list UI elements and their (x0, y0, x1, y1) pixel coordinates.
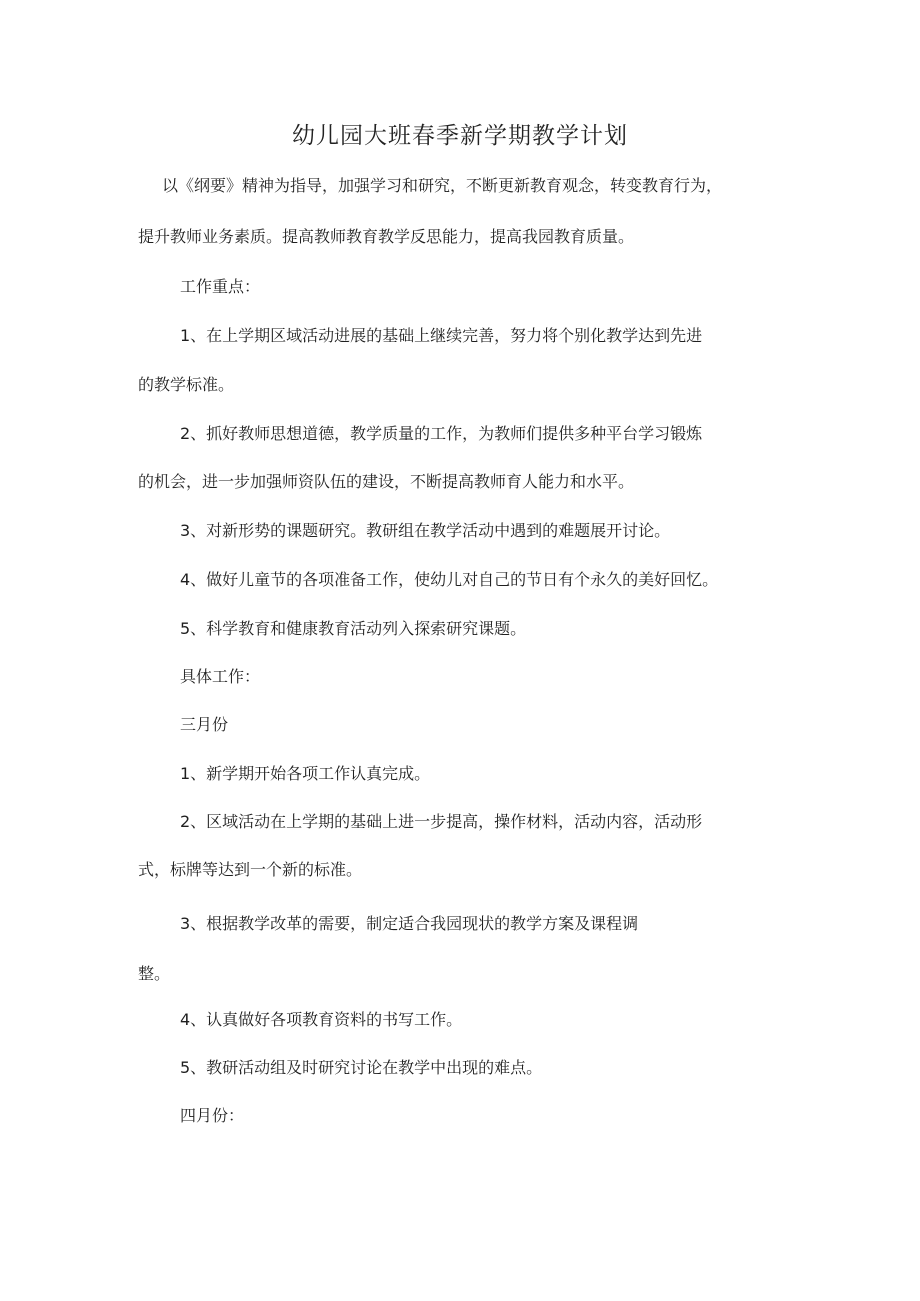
intro-line-2: 提升教师业务素质。提高教师教育教学反思能力，提高我园教育质量。 (138, 227, 635, 246)
march-item-3-line-1: 3、根据教学改革的需要，制定适合我园现状的教学方案及课程调 (180, 914, 639, 933)
march-heading: 三月份 (180, 715, 229, 734)
march-item-2-line-1: 2、区域活动在上学期的基础上进一步提高，操作材料，活动内容，活动形 (180, 812, 703, 831)
intro-line-1: 以《纲要》精神为指导，加强学习和研究，不断更新教育观念，转变教育行为， (162, 176, 723, 195)
work-focus-item-2-line-1: 2、抓好教师思想道德，教学质量的工作，为教师们提供多种平台学习锻炼 (180, 424, 703, 443)
march-item-4: 4、认真做好各项教育资料的书写工作。 (180, 1010, 463, 1029)
april-heading: 四月份： (180, 1106, 245, 1125)
march-item-3-line-2: 整。 (138, 964, 171, 983)
work-focus-item-3: 3、对新形势的课题研究。教研组在教学活动中遇到的难题展开讨论。 (180, 521, 671, 540)
work-focus-item-1-line-1: 1、在上学期区域活动进展的基础上继续完善，努力将个别化教学达到先进 (180, 326, 703, 345)
document-title: 幼儿园大班春季新学期教学计划 (292, 123, 628, 149)
march-item-2-line-2: 式，标牌等达到一个新的标准。 (138, 860, 363, 879)
work-focus-item-1-line-2: 的教学标准。 (138, 375, 235, 394)
work-focus-item-4: 4、做好儿童节的各项准备工作，使幼儿对自己的节日有个永久的美好回忆。 (180, 570, 719, 589)
work-focus-item-5: 5、科学教育和健康教育活动列入探索研究课题。 (180, 619, 527, 638)
work-focus-heading: 工作重点： (180, 277, 261, 296)
march-item-5: 5、教研活动组及时研究讨论在教学中出现的难点。 (180, 1058, 543, 1077)
march-item-1: 1、新学期开始各项工作认真完成。 (180, 764, 431, 783)
work-focus-item-2-line-2: 的机会，进一步加强师资队伍的建设，不断提高教师育人能力和水平。 (138, 472, 635, 491)
specific-work-heading: 具体工作： (180, 667, 261, 686)
